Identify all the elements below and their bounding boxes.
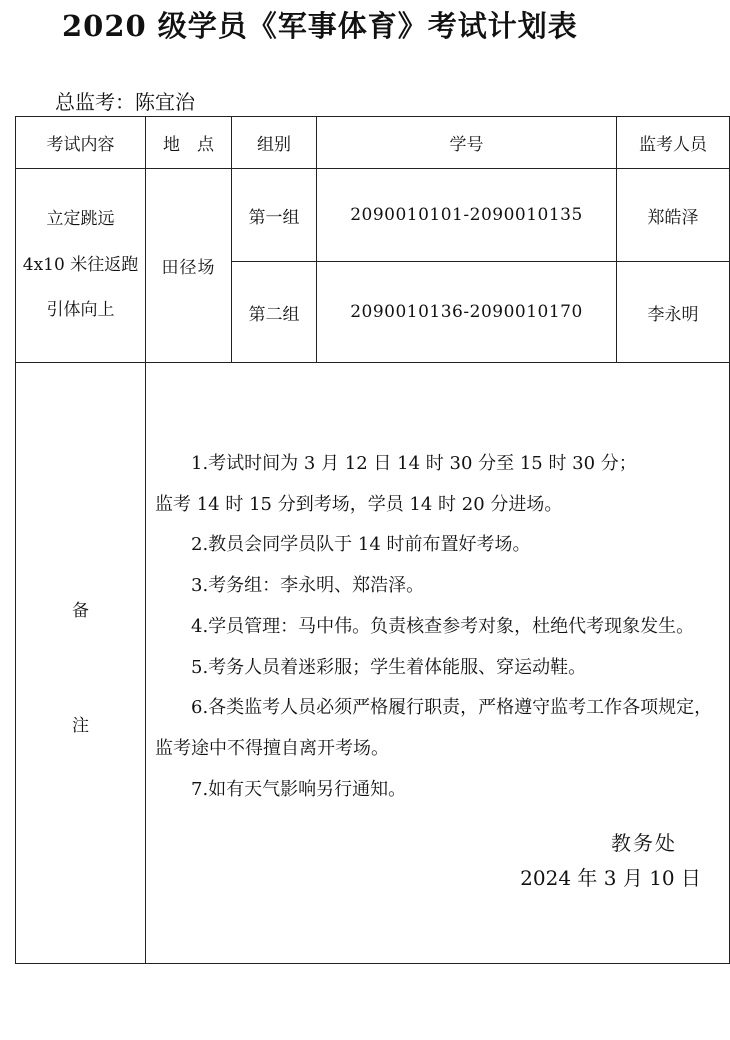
header-place: 地 点 <box>146 117 232 169</box>
notes-cell <box>146 363 730 964</box>
exam-item: 立定跳远 <box>46 208 115 229</box>
note-line: 7.如有天气影响另行通知。 <box>191 778 407 800</box>
notes-body <box>155 444 723 810</box>
note-line: 2.教员会同学员队于 14 时前布置好考场。 <box>191 534 531 556</box>
notes-label-char: 备 <box>72 601 89 621</box>
student-id-range: 2090010136-2090010170 <box>317 262 617 363</box>
notes-label-char: 注 <box>72 716 89 736</box>
group-name: 第一组 <box>232 169 317 262</box>
group-proctor: 郑皓泽 <box>617 169 730 262</box>
signature-block <box>520 827 701 891</box>
issuing-office: 教务处 <box>611 831 677 855</box>
exam-items-cell <box>16 169 146 363</box>
exam-plan-table <box>15 116 730 964</box>
student-id-range: 2090010101-2090010135 <box>317 169 617 262</box>
chief-proctor: 总监考：陈宜治 <box>55 90 195 114</box>
table-row <box>16 169 730 262</box>
note-line: 5.考务人员着迷彩服；学生着体能服、穿运动鞋。 <box>191 656 587 678</box>
issue-date: 2024 年 3 月 10 日 <box>520 866 701 890</box>
group-name: 第二组 <box>232 262 317 363</box>
page-title: 2020 级学员《军事体育》考试计划表 <box>62 9 578 43</box>
note-line: 1.考试时间为 3 月 12 日 14 时 30 分至 15 时 30 分； <box>191 453 637 474</box>
exam-item: 4x10 米往返跑 <box>22 254 139 275</box>
note-line: 3.考务组：李永明、郑浩泽。 <box>191 575 425 597</box>
group-proctor: 李永明 <box>617 262 730 363</box>
header-content: 考试内容 <box>16 117 146 169</box>
note-line: 4.学员管理：马中伟。负责核查参考对象，杜绝代考现象发生。 <box>191 615 695 637</box>
header-student-id: 学号 <box>317 117 617 169</box>
header-proctor: 监考人员 <box>617 117 730 169</box>
notes-row <box>16 363 730 964</box>
note-line: 6.各类监考人员必须严格履行职责，严格遵守监考工作各项规定，监考途中不得擅自离开考场。 <box>155 697 713 759</box>
notes-label-cell <box>16 363 146 964</box>
header-group: 组别 <box>232 117 317 169</box>
note-line: 监考 14 时 15 分到考场，学员 14 时 20 分进场。 <box>155 493 563 515</box>
place-cell: 田径场 <box>146 169 232 363</box>
exam-item: 引体向上 <box>46 300 115 321</box>
table-header-row <box>16 117 730 169</box>
